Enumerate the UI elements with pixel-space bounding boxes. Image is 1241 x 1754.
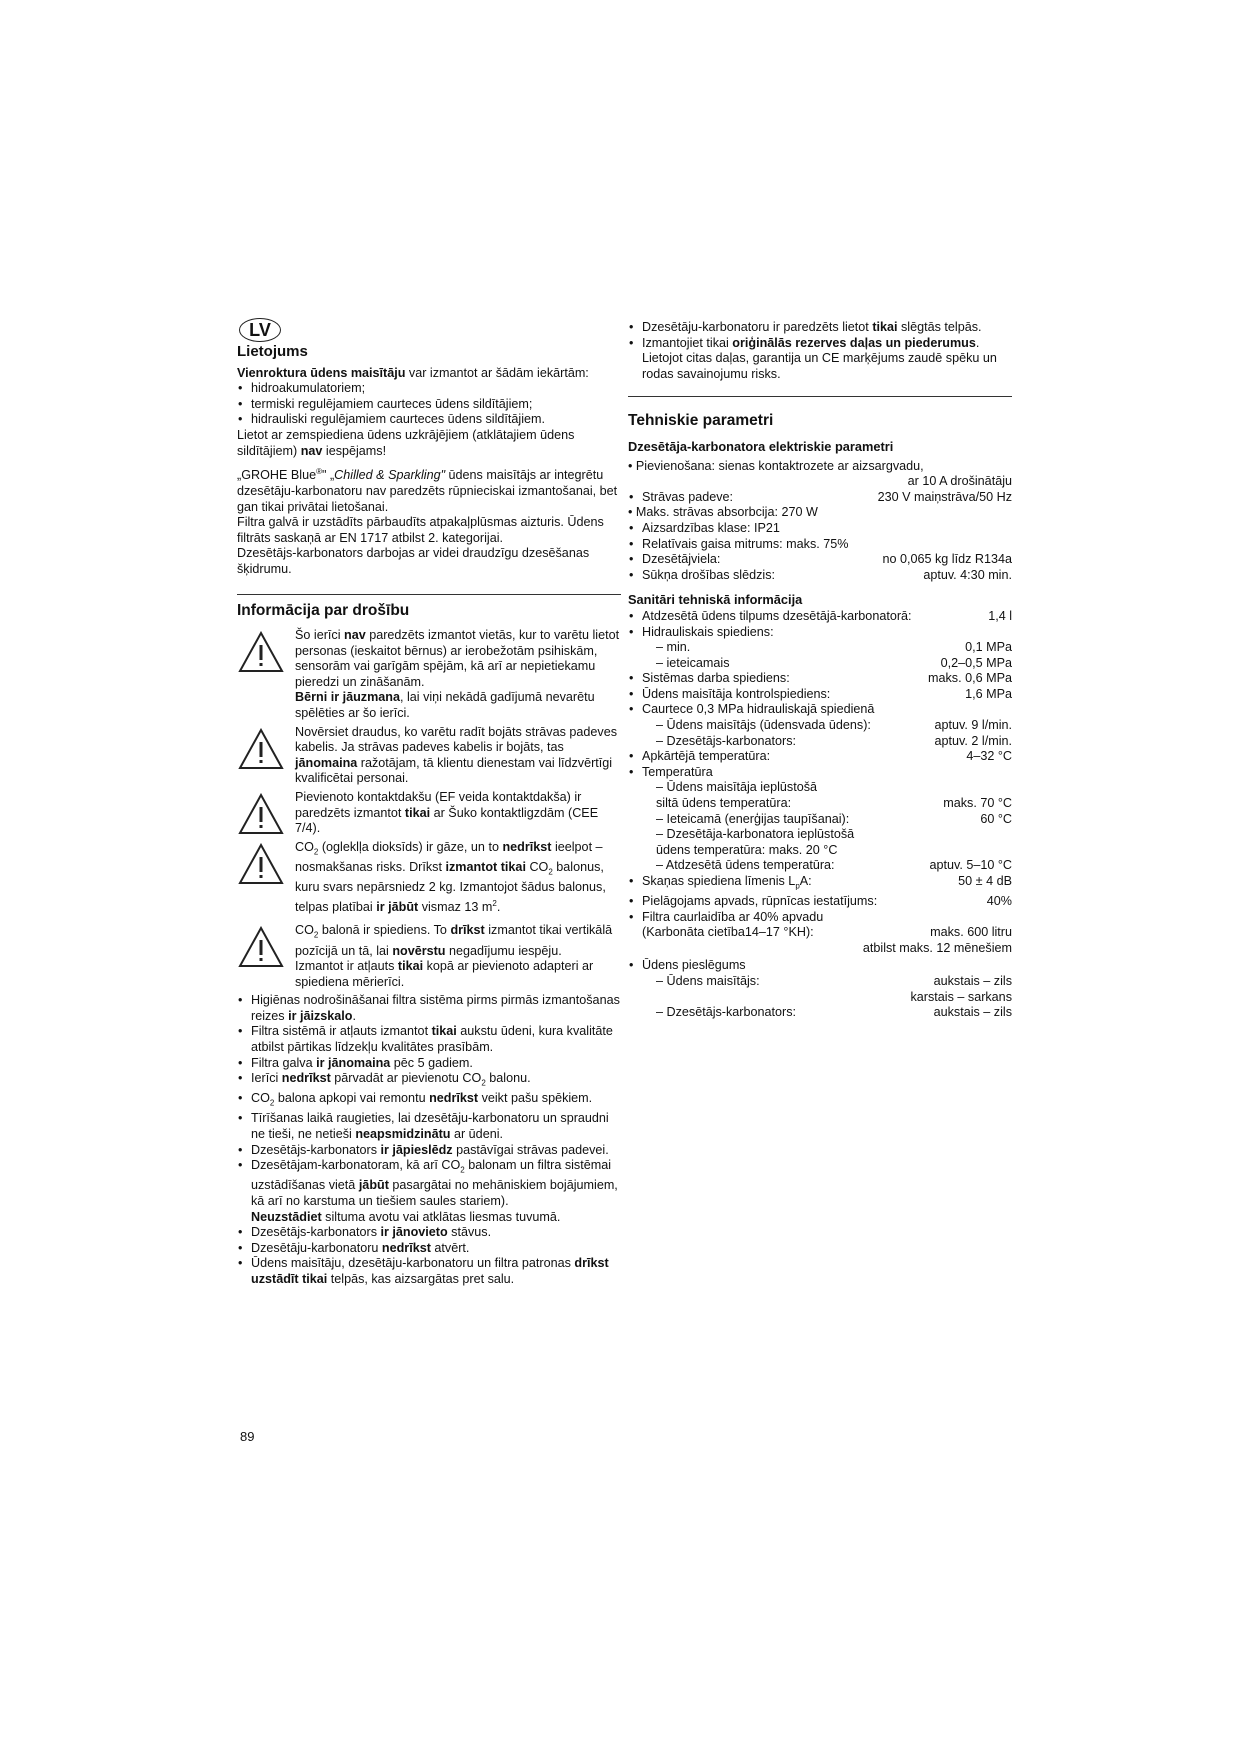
list-item: • Tīrīšanas laikā raugieties, lai dzesētāju-karbonatoru un spraudni ne tieši, ne netieši neapsmidzinātu ar ūdeni. — [237, 1111, 621, 1142]
list-item: • Dzesētājam-karbonatoram, kā arī $CO_2$ balonam un filtra sistēmai uzstādīšanas vietā jābūt pasargātai no mehāniskiem bojājumiem, kā arī no karstuma un tiešiem saules stariem). Neuzstādiet siltuma avotu vai atklātas liesmas tuvumā. — [237, 1158, 621, 1225]
divider — [628, 396, 1012, 397]
warning-triangle-icon — [238, 926, 284, 968]
list-item: • Ierīci nedrīkst pārvadāt ar pievienotu $CO_2$ balonu. — [237, 1071, 621, 1091]
usage-list — [237, 381, 621, 428]
warning-block: $CO_2$ (ogleklļa dioksīds) ir gāze, un to nedrīkst ieelpot – nosmakšanas risks. Drīkst izmantot tikai $CO_2$ balonus, kuru svars nepārsniedz 2 kg. Izmantojot šādus balonus, telpas platībai ir jābūt vismaz 13 $m^2$. — [237, 840, 621, 916]
safety-list-continued — [628, 320, 1012, 382]
warning-block: Šo ierīci nav paredzēts izmantot vietās, kur to varētu lietot personas (ieskaitot bērnus) ar ierobežotām psihiskām, sensorām vai garīgām spējām, kā arī ar nepietiekamu pieredzi un zināšanām. Bērni ir jāuzmana, lai viņi nekādā gadījumā nevarētu spēlēties ar šo ierīci. — [237, 628, 621, 722]
divider — [237, 594, 621, 595]
filter-paragraph: Filtra galvā ir uzstādīts pārbaudīts atpakaļplūsmas aizturis. Ūdens filtrāts saskaņā ar EN 1717 atbilst 2. kategorijai. — [237, 515, 604, 545]
warning-triangle-icon — [238, 728, 284, 770]
warning-triangle-icon — [238, 843, 284, 885]
list-item: • Filtra sistēmā ir atļauts izmantot tikai aukstu ūdeni, kura kvalitāte atbilst pārtikas līdzekļu kvalitātes prasībām. — [237, 1024, 621, 1055]
list-item: • hidroakumulatoriem; — [237, 381, 621, 397]
grohe-paragraph: „GROHE Blue®" „Chilled & Sparkling" ūdens maisītājs ar integrētu dzesētāju-karbonatoru nav paredzēts rūpnieciskai izmantošanai, bet gan tikai privātai lietošanai. — [237, 467, 618, 514]
warning-block: Pievienoto kontaktdakšu (EF veida kontaktdakša) ir paredzēts izmantot tikai ar Šuko kontaktligzdām (CEE 7/4). — [237, 790, 621, 837]
low-pressure-note: Lietot ar zemspiediena ūdens uzkrājējiem (atklātajiem ūdens sildītājiem) nav iespējams! — [237, 427, 575, 458]
list-item: • termiski regulējamiem caurteces ūdens sildītājiem; — [237, 397, 621, 413]
right-column — [628, 320, 1012, 1021]
subsection-title-sanitary: Sanitāri tehniskā informācija — [628, 592, 803, 608]
electrical-specs: • Pievienošana: sienas kontaktrozete ar aizsargvadu, ar 10 A drošinātāju • Strāvas padeve: 230 V maiņstrāva/50 Hz • Maks. strāvas absorbcija: 270 W • Aizsardzības klase: IP21 • Relatīvais gaisa mitrums: maks. 75% • Dzesētājviela: no 0,065 kg līdz R134a • Sūkņa drošības slēdzis: aptuv. 4:30 min. — [628, 459, 1012, 584]
section-title-tech: Tehniskie parametri — [628, 412, 774, 430]
safety-list — [237, 993, 621, 1287]
subsection-title-electrical: Dzesētāja-karbonatora elektriskie parametri — [628, 438, 894, 454]
warning-block: Novērsiet draudus, ko varētu radīt bojāts strāvas padeves kabelis. Ja strāvas padeves kabelis ir bojāts, tas jānomaina ražotājam, tā klientu dienestam vai līdzvērtīgi kvalificētai personai. — [237, 725, 621, 787]
list-item: • Filtra galva ir jānomaina pēc 5 gadiem. — [237, 1056, 621, 1072]
list-item: • Dzesētājs-karbonators ir jānovieto stāvus. — [237, 1225, 621, 1241]
coolant-paragraph: Dzesētājs-karbonators darbojas ar videi draudzīgu dzesēšanas šķidrumu. — [237, 546, 590, 576]
list-item: • Higiēnas nodrošināšanai filtra sistēma pirms pirmās izmantošanas reizes ir jāizskalo. — [237, 993, 621, 1024]
language-badge: LV — [237, 318, 621, 342]
warning-triangle-icon — [238, 793, 284, 835]
list-item: • Ūdens maisītāju, dzesētāju-karbonatoru un filtra patronas drīkst uzstādīt tikai telpās, kas aizsargātas pret salu. — [237, 1256, 621, 1287]
page-number: 89 — [240, 1429, 255, 1444]
list-item: • hidrauliski regulējamiem caurteces ūdens sildītājiem. — [237, 412, 621, 428]
section-title-usage: Lietojums — [237, 343, 308, 360]
warning-triangle-icon — [238, 631, 284, 673]
sanitary-specs: • Atdzesētā ūdens tilpums dzesētājā-karbonatorā: 1,4 l • Hidrauliskais spiediens: – min. 0,1 MPa – ieteicamais 0,2–0,5 MPa • Sistēmas darba spiediens: maks. 0,6 MPa • Ūdens maisītāja kontrolspiediens: 1,6 MPa • Caurtece 0,3 MPa hidrauliskajā spiedienā – Ūdens maisītājs (ūdensvada ūdens): aptuv. 9 l/min. – Dzesētājs-karbonators: aptuv. 2 l/min. • Apkārtējā temperatūra: 4–32 °C • Temperatūra – Ūdens maisītāja ieplūstošā siltā ūdens temperatūra: maks. 70 °C – Ieteicamā (enerģijas taupīšanai): 60 °C – Dzesētāja-karbonatora ieplūstošā ūdens temperatūra: maks. 20 °C – Atdzesētā ūdens temperatūra: aptuv. 5–10 °C • Skaņas spiediena līmenis $L_pA$: 50 ± 4 dB • Pielāgojams apvads, rūpnīcas iestatījums: 40% • Filtra caurlaidība ar 40% apvadu (Karbonāta cietība14–17 °KH): maks. 600 litru atbilst maks. 12 mēnešiem • Ūdens pieslēgums – Ūdens maisītājs: aukstais – zils karstais – sarkans – Dzesētājs-karbonators: aukstais – zils — [628, 609, 1012, 1021]
list-item: • $CO_2$ balona apkopi vai remontu nedrīkst veikt pašu spēkiem. — [237, 1091, 621, 1111]
left-column — [237, 318, 621, 1288]
list-item: • Izmantojiet tikai oriģinālās rezerves daļas un piederumus. Lietojot citas daļas, garantija un CE marķējums zaudē spēku un rodas savainojumu risks. — [628, 336, 1012, 383]
warning-block: $CO_2$ balonā ir spiediens. To drīkst izmantot tikai vertikālā pozīcijā un tā, lai novērstu negadījumu iespēju. Izmantot ir atļauts tikai kopā ar pievienoto adapteri ar spiediena mērierīci. — [237, 923, 621, 990]
usage-intro: Vienroktura ūdens maisītāju var izmantot ar šādām iekārtām: — [237, 365, 589, 380]
list-item: • Dzesētāju-karbonatoru ir paredzēts lietot tikai slēgtās telpās. — [628, 320, 1012, 336]
section-title-safety: Informācija par drošību — [237, 601, 410, 619]
list-item: • Dzesētāju-karbonatoru nedrīkst atvērt. — [237, 1241, 621, 1257]
list-item: • Dzesētājs-karbonators ir jāpieslēdz pastāvīgai strāvas padevei. — [237, 1143, 621, 1159]
